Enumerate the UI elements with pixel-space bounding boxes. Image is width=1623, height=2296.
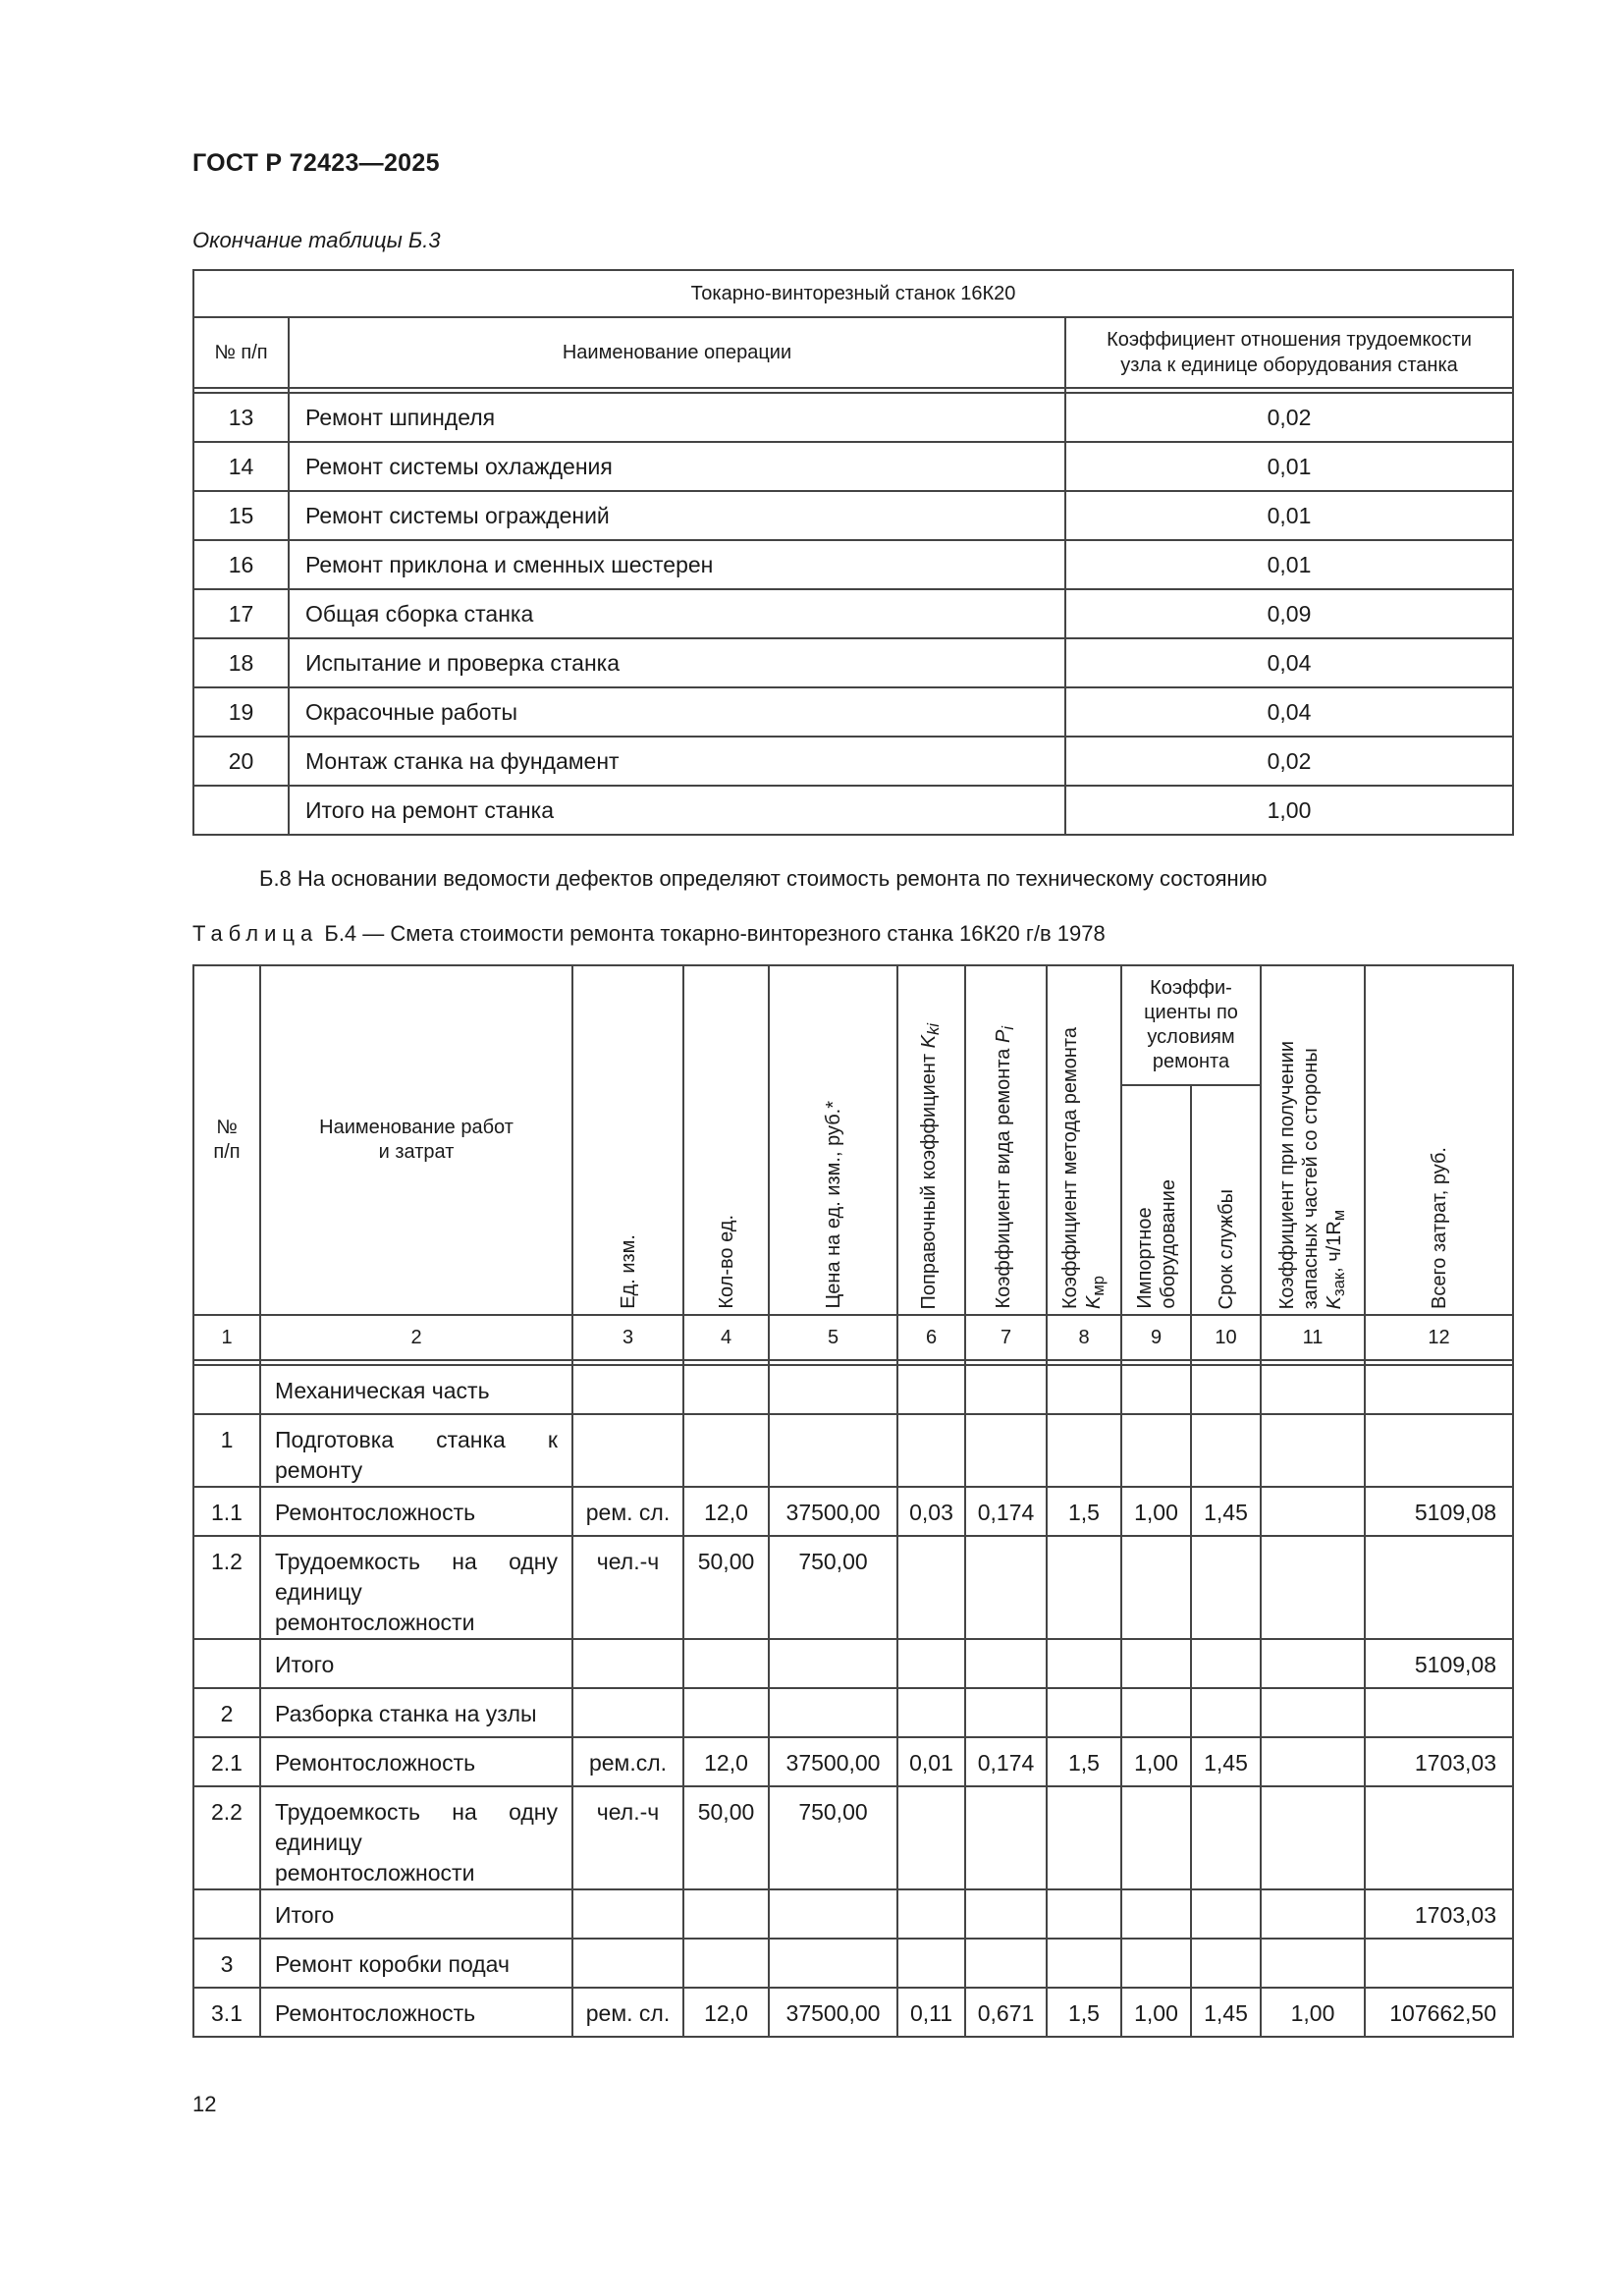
coefficient-value: 0,04 (1065, 687, 1513, 737)
work-name: Трудоемкость на одну единицу ремонтосложности (260, 1536, 572, 1639)
total-cost: 107662,50 (1365, 1988, 1513, 2037)
table-row (193, 1639, 1513, 1688)
row-number: 14 (193, 442, 289, 491)
quantity: 12,0 (683, 1988, 769, 2037)
imported-equipment-coefficient (1121, 1365, 1191, 1414)
correction-coefficient (897, 1536, 965, 1639)
table-row (193, 442, 1513, 491)
row-number: 18 (193, 638, 289, 687)
quantity (683, 1688, 769, 1737)
operation-name: Общая сборка станка (289, 589, 1065, 638)
table-row (193, 1988, 1513, 2037)
operation-name: Испытание и проверка станка (289, 638, 1065, 687)
quantity (683, 1414, 769, 1487)
unit-price: 750,00 (769, 1536, 897, 1639)
column-header-service-life: Срок службы (1191, 1085, 1261, 1315)
repair-type-coefficient (965, 1414, 1047, 1487)
row-number (193, 786, 289, 835)
row-number: 3.1 (193, 1988, 260, 2037)
imported-equipment-coefficient: 1,00 (1121, 1988, 1191, 2037)
column-index: 7 (965, 1315, 1047, 1360)
spare-parts-coefficient (1261, 1737, 1365, 1786)
page-number: 12 (192, 2092, 217, 2116)
row-number: 20 (193, 737, 289, 786)
column-index: 2 (260, 1315, 572, 1360)
correction-coefficient (897, 1939, 965, 1988)
unit (572, 1688, 683, 1737)
column-header-unit: Ед. изм. (572, 965, 683, 1315)
row-number: 3 (193, 1939, 260, 1988)
unit-price (769, 1939, 897, 1988)
unit (572, 1414, 683, 1487)
table-row (193, 786, 1513, 835)
service-life-coefficient (1191, 1786, 1261, 1889)
row-number: 15 (193, 491, 289, 540)
column-index: 4 (683, 1315, 769, 1360)
column-header-repair-method-coefficient: Коэффициент метода ремонта $K_{мр}$ (1047, 965, 1121, 1315)
spare-parts-coefficient (1261, 1536, 1365, 1639)
work-name: Итого (260, 1639, 572, 1688)
total-cost: 5109,08 (1365, 1487, 1513, 1536)
column-header-imported-equipment: Импортное оборудование (1121, 1085, 1191, 1315)
correction-coefficient: 0,01 (897, 1737, 965, 1786)
quantity (683, 1639, 769, 1688)
service-life-coefficient: 1,45 (1191, 1737, 1261, 1786)
service-life-coefficient (1191, 1536, 1261, 1639)
column-header-spare-parts-coefficient: Коэффициент при получении запасных частей со стороны $K_{зак}$, $ч/1R_м$ (1261, 965, 1365, 1315)
repair-method-coefficient (1047, 1939, 1121, 1988)
column-header-operation: Наименование операции (289, 317, 1065, 388)
document-code: ГОСТ Р 72423—2025 (192, 149, 440, 177)
quantity: 50,00 (683, 1786, 769, 1889)
table-row (193, 1688, 1513, 1737)
repair-method-coefficient (1047, 1889, 1121, 1939)
row-number: 1.1 (193, 1487, 260, 1536)
spare-parts-coefficient: 1,00 (1261, 1988, 1365, 2037)
spare-parts-coefficient (1261, 1365, 1365, 1414)
correction-coefficient (897, 1639, 965, 1688)
table-row (193, 1414, 1513, 1487)
column-header-num: № п/п (193, 317, 289, 388)
spare-parts-coefficient (1261, 1889, 1365, 1939)
imported-equipment-coefficient: 1,00 (1121, 1737, 1191, 1786)
row-number (193, 1889, 260, 1939)
spare-parts-coefficient (1261, 1414, 1365, 1487)
repair-method-coefficient (1047, 1688, 1121, 1737)
unit: рем.сл. (572, 1737, 683, 1786)
work-name: Трудоемкость на одну единицу ремонтосложности (260, 1786, 572, 1889)
correction-coefficient (897, 1365, 965, 1414)
table-b3-caption: Токарно-винторезный станок 16К20 (193, 270, 1513, 317)
row-number: 2.1 (193, 1737, 260, 1786)
repair-method-coefficient: 1,5 (1047, 1988, 1121, 2037)
service-life-coefficient: 1,45 (1191, 1988, 1261, 2037)
correction-coefficient: 0,03 (897, 1487, 965, 1536)
unit-price (769, 1688, 897, 1737)
unit (572, 1939, 683, 1988)
repair-type-coefficient (965, 1939, 1047, 1988)
unit-price: 37500,00 (769, 1487, 897, 1536)
repair-method-coefficient (1047, 1365, 1121, 1414)
repair-type-coefficient: 0,174 (965, 1487, 1047, 1536)
column-index: 10 (1191, 1315, 1261, 1360)
repair-method-coefficient (1047, 1786, 1121, 1889)
operation-name: Ремонт системы охлаждения (289, 442, 1065, 491)
coefficient-value: 0,02 (1065, 393, 1513, 442)
column-header-coefficient-line2: узла к единице оборудования станка (1120, 355, 1458, 376)
unit-price (769, 1365, 897, 1414)
operation-name: Итого на ремонт станка (289, 786, 1065, 835)
coefficient-value: 0,01 (1065, 491, 1513, 540)
table-b4-title-text: Б.4 — Смета стоимости ремонта токарно-винторезного станка 16К20 г/в 1978 (318, 921, 1106, 946)
column-header-num: № п/п (193, 965, 260, 1315)
column-header-coefficient (1065, 317, 1513, 388)
coefficient-value: 0,09 (1065, 589, 1513, 638)
total-cost (1365, 1786, 1513, 1889)
row-number: 1 (193, 1414, 260, 1487)
row-number: 19 (193, 687, 289, 737)
table-b4 (192, 964, 1514, 2038)
column-header-coefficient-line1: Коэффициент отношения трудоемкости (1107, 329, 1472, 351)
imported-equipment-coefficient (1121, 1786, 1191, 1889)
table-row (193, 1939, 1513, 1988)
table-b4-title-prefix: Таблица (192, 921, 319, 946)
unit: чел.-ч (572, 1536, 683, 1639)
correction-coefficient (897, 1889, 965, 1939)
coefficient-value: 1,00 (1065, 786, 1513, 835)
column-header-correction-coefficient: Поправочный коэффициент $K_{ki}$ (897, 965, 965, 1315)
table-row (193, 1536, 1513, 1639)
total-cost (1365, 1365, 1513, 1414)
imported-equipment-coefficient: 1,00 (1121, 1487, 1191, 1536)
repair-type-coefficient (965, 1688, 1047, 1737)
unit (572, 1639, 683, 1688)
quantity (683, 1889, 769, 1939)
table-row (193, 638, 1513, 687)
total-cost (1365, 1939, 1513, 1988)
total-cost: 1703,03 (1365, 1889, 1513, 1939)
total-cost (1365, 1414, 1513, 1487)
repair-method-coefficient: 1,5 (1047, 1487, 1121, 1536)
column-header-total-cost: Всего затрат, руб. (1365, 965, 1513, 1315)
spare-parts-coefficient (1261, 1688, 1365, 1737)
spare-parts-coefficient (1261, 1487, 1365, 1536)
imported-equipment-coefficient (1121, 1889, 1191, 1939)
correction-coefficient (897, 1414, 965, 1487)
work-name: Ремонтосложность (260, 1988, 572, 2037)
column-header-repair-conditions: Коэффи- циенты по условиям ремонта (1121, 965, 1261, 1085)
imported-equipment-coefficient (1121, 1536, 1191, 1639)
table-row (193, 1889, 1513, 1939)
column-index: 1 (193, 1315, 260, 1360)
repair-type-coefficient (965, 1536, 1047, 1639)
service-life-coefficient (1191, 1365, 1261, 1414)
coefficient-value: 0,02 (1065, 737, 1513, 786)
work-name: Разборка станка на узлы (260, 1688, 572, 1737)
unit: рем. сл. (572, 1988, 683, 2037)
row-number (193, 1365, 260, 1414)
row-number: 16 (193, 540, 289, 589)
repair-type-coefficient (965, 1365, 1047, 1414)
total-cost (1365, 1536, 1513, 1639)
column-header-repair-type-coefficient: Коэффициент вида ремонта $P_i$ (965, 965, 1047, 1315)
total-cost (1365, 1688, 1513, 1737)
repair-type-coefficient: 0,174 (965, 1737, 1047, 1786)
table-row (193, 491, 1513, 540)
table-row (193, 1786, 1513, 1889)
unit: чел.-ч (572, 1786, 683, 1889)
repair-method-coefficient (1047, 1414, 1121, 1487)
unit (572, 1365, 683, 1414)
table-row (193, 687, 1513, 737)
row-number: 1.2 (193, 1536, 260, 1639)
quantity (683, 1365, 769, 1414)
work-name: Подготовка станка к ремонту (260, 1414, 572, 1487)
unit: рем. сл. (572, 1487, 683, 1536)
service-life-coefficient (1191, 1414, 1261, 1487)
spare-parts-coefficient (1261, 1939, 1365, 1988)
operation-name: Монтаж станка на фундамент (289, 737, 1065, 786)
repair-method-coefficient (1047, 1536, 1121, 1639)
operation-name: Ремонт системы ограждений (289, 491, 1065, 540)
table-row (193, 1365, 1513, 1414)
work-name: Ремонтосложность (260, 1737, 572, 1786)
unit-price (769, 1889, 897, 1939)
column-index: 5 (769, 1315, 897, 1360)
quantity: 12,0 (683, 1737, 769, 1786)
unit-price (769, 1639, 897, 1688)
column-index: 11 (1261, 1315, 1365, 1360)
spare-parts-coefficient (1261, 1639, 1365, 1688)
table-row (193, 1737, 1513, 1786)
service-life-coefficient (1191, 1889, 1261, 1939)
table-row (193, 589, 1513, 638)
coefficient-value: 0,04 (1065, 638, 1513, 687)
work-name: Ремонтосложность (260, 1487, 572, 1536)
row-number (193, 1639, 260, 1688)
work-name: Итого (260, 1889, 572, 1939)
correction-coefficient: 0,11 (897, 1988, 965, 2037)
row-number: 13 (193, 393, 289, 442)
service-life-coefficient (1191, 1939, 1261, 1988)
operation-name: Ремонт шпинделя (289, 393, 1065, 442)
column-index: 6 (897, 1315, 965, 1360)
work-name: Ремонт коробки подач (260, 1939, 572, 1988)
repair-type-coefficient (965, 1786, 1047, 1889)
imported-equipment-coefficient (1121, 1939, 1191, 1988)
table-row (193, 393, 1513, 442)
paragraph-b8: Б.8 На основании ведомости дефектов определяют стоимость ремонта по техническому состоянию (259, 866, 1268, 891)
imported-equipment-coefficient (1121, 1639, 1191, 1688)
repair-type-coefficient: 0,671 (965, 1988, 1047, 2037)
unit (572, 1889, 683, 1939)
repair-type-coefficient (965, 1889, 1047, 1939)
quantity: 50,00 (683, 1536, 769, 1639)
repair-method-coefficient: 1,5 (1047, 1737, 1121, 1786)
table-row (193, 1487, 1513, 1536)
column-header-unit-price: Цена на ед. изм., руб.* (769, 965, 897, 1315)
correction-coefficient (897, 1688, 965, 1737)
service-life-coefficient (1191, 1639, 1261, 1688)
coefficient-value: 0,01 (1065, 442, 1513, 491)
column-index: 3 (572, 1315, 683, 1360)
row-number: 2 (193, 1688, 260, 1737)
table-b4-title (192, 921, 1106, 947)
table-continuation-label: Окончание таблицы Б.3 (192, 228, 441, 252)
imported-equipment-coefficient (1121, 1688, 1191, 1737)
spare-parts-coefficient (1261, 1786, 1365, 1889)
service-life-coefficient: 1,45 (1191, 1487, 1261, 1536)
total-cost: 5109,08 (1365, 1639, 1513, 1688)
column-header-work-name: Наименование работ и затрат (260, 965, 572, 1315)
imported-equipment-coefficient (1121, 1414, 1191, 1487)
correction-coefficient (897, 1786, 965, 1889)
repair-method-coefficient (1047, 1639, 1121, 1688)
row-number: 2.2 (193, 1786, 260, 1889)
table-b3 (192, 269, 1514, 836)
quantity: 12,0 (683, 1487, 769, 1536)
operation-name: Ремонт приклона и сменных шестерен (289, 540, 1065, 589)
unit-price: 750,00 (769, 1786, 897, 1889)
quantity (683, 1939, 769, 1988)
column-index: 9 (1121, 1315, 1191, 1360)
unit-price: 37500,00 (769, 1737, 897, 1786)
service-life-coefficient (1191, 1688, 1261, 1737)
column-header-quantity: Кол-во ед. (683, 965, 769, 1315)
unit-price: 37500,00 (769, 1988, 897, 2037)
table-row (193, 737, 1513, 786)
column-index: 8 (1047, 1315, 1121, 1360)
table-row (193, 540, 1513, 589)
column-index: 12 (1365, 1315, 1513, 1360)
total-cost: 1703,03 (1365, 1737, 1513, 1786)
row-number: 17 (193, 589, 289, 638)
coefficient-value: 0,01 (1065, 540, 1513, 589)
repair-type-coefficient (965, 1639, 1047, 1688)
operation-name: Окрасочные работы (289, 687, 1065, 737)
unit-price (769, 1414, 897, 1487)
work-name: Механическая часть (260, 1365, 572, 1414)
